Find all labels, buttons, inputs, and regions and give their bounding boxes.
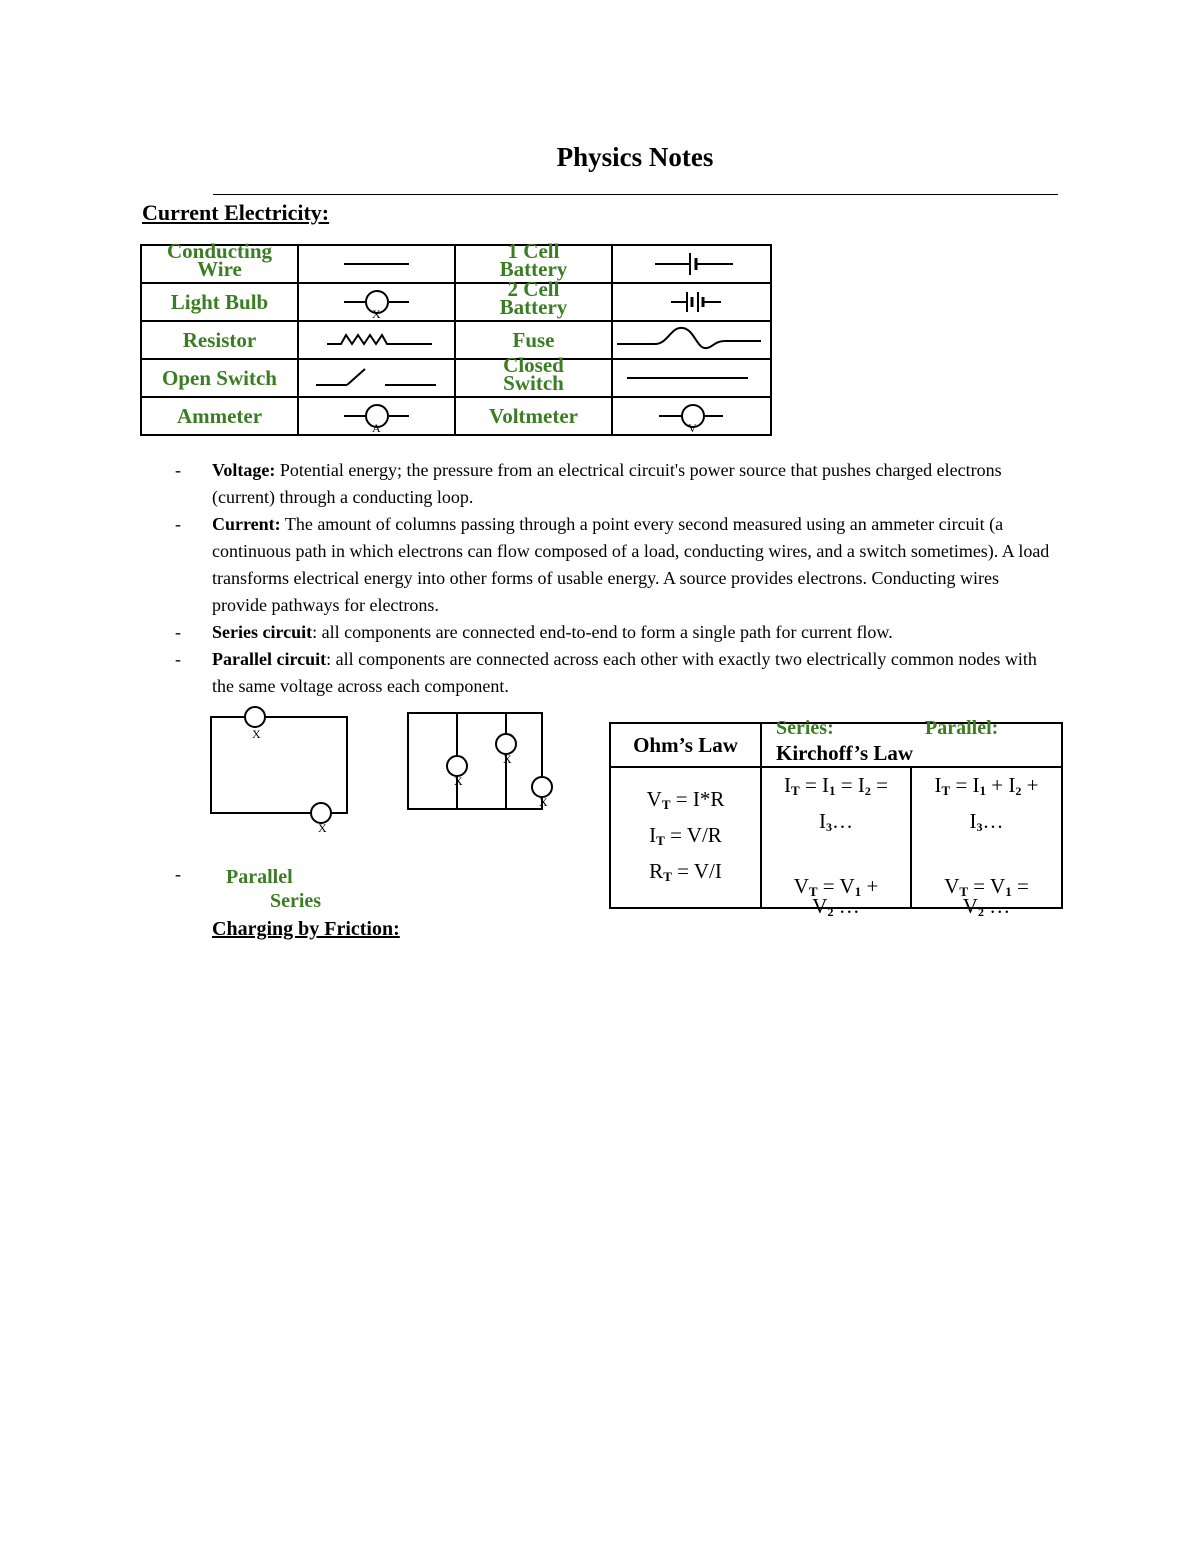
list-item: - Voltage: Potential energy; the pressure from an electrical circuit's power source that pushes charged electrons (current) through a conducting loop. xyxy=(175,460,1002,507)
symbol-row xyxy=(141,283,771,321)
one-cell-battery-icon xyxy=(612,245,771,283)
series-circuit-diagram xyxy=(205,705,355,835)
term-parallel: Parallel circuit xyxy=(212,649,327,669)
list-item: - Current: The amount of columns passing through a point every second measured using an ammeter circuit (a continuous path in which electrons can flow composed of a load, conducting wires, and a switch sometimes). A load transforms electrical energy into other forms of usable energy. A source provides electrons. Conducting wires provide pathways for electrons. xyxy=(175,514,1050,615)
term-current: Current: xyxy=(212,514,281,534)
kirchoffs-law-header: Series: Parallel: Kirchoff’s Law xyxy=(761,723,1062,767)
parallel-circuit-diagram xyxy=(400,705,560,815)
symbol-label: Resistor xyxy=(141,321,298,359)
series-column-label: Series: xyxy=(776,717,834,739)
bulb-x-label: X xyxy=(454,774,463,788)
symbol-label: 2 Cell Battery xyxy=(455,283,612,321)
symbol-label: Fuse xyxy=(455,321,612,359)
bulb-x-label: X xyxy=(539,795,548,809)
bulb-x-label: X xyxy=(372,307,381,320)
symbol-label: Light Bulb xyxy=(141,283,298,321)
voltmeter-v-label: V xyxy=(688,421,697,434)
bulb-x-label: X xyxy=(318,821,327,835)
series-caption: Series xyxy=(270,890,322,912)
symbol-label: Closed Switch xyxy=(455,359,612,397)
list-item: - Series circuit: all components are connected end-to-end to form a single path for current flow. xyxy=(175,622,893,642)
wire-icon xyxy=(298,245,455,283)
symbol-label: Ammeter xyxy=(141,397,298,435)
parallel-formulas: $I_T = I_1 + I_2$ + $I_3\dots$ $V_T = V_1$ = $V_2$ … xyxy=(911,767,1062,908)
symbol-row xyxy=(141,397,771,435)
ammeter-a-label: A xyxy=(372,421,381,434)
fuse-icon xyxy=(612,321,771,359)
two-cell-battery-icon xyxy=(612,283,771,321)
voltmeter-icon xyxy=(612,397,771,435)
symbol-row xyxy=(141,359,771,397)
ohms-law-header: Ohm’s Law xyxy=(610,723,761,767)
section-heading: Current Electricity: xyxy=(142,200,330,225)
charging-by-friction-heading: Charging by Friction: xyxy=(212,918,400,940)
term-voltage: Voltage: xyxy=(212,460,276,480)
light-bulb-icon xyxy=(298,283,455,321)
circuit-symbols-table xyxy=(140,239,772,436)
open-switch-icon xyxy=(298,359,455,397)
symbol-label: Voltmeter xyxy=(455,397,612,435)
resistor-icon xyxy=(298,321,455,359)
circuit-laws-table xyxy=(609,717,1063,919)
symbol-label: Open Switch xyxy=(141,359,298,397)
dash-bullet: - xyxy=(175,864,181,884)
symbol-label: Conducting Wire xyxy=(141,245,298,283)
parallel-caption: Parallel xyxy=(226,866,293,888)
series-formulas: $I_T = I_1 = I_2$ = $I_3\dots$ $V_T = V_1$ + $V_2$ … xyxy=(761,767,911,908)
parallel-column-label: Parallel: xyxy=(925,717,999,739)
ammeter-icon xyxy=(298,397,455,435)
bulb-x-label: X xyxy=(503,752,512,766)
list-item: - Parallel circuit: all components are connected across each other with exactly two electrically common nodes with the same voltage across each component. xyxy=(175,649,1037,696)
ohms-law-formulas: $V_T = I*R$ $I_T = V/R$ $R_T = V/I$ xyxy=(610,767,761,908)
term-series: Series circuit xyxy=(212,622,313,642)
bulb-x-label: X xyxy=(252,727,261,741)
definitions-list xyxy=(175,457,1055,700)
closed-switch-icon xyxy=(612,359,771,397)
title-rule xyxy=(213,194,1058,195)
page-title: Physics Notes xyxy=(556,142,714,172)
symbol-label: 1 Cell Battery xyxy=(455,245,612,283)
